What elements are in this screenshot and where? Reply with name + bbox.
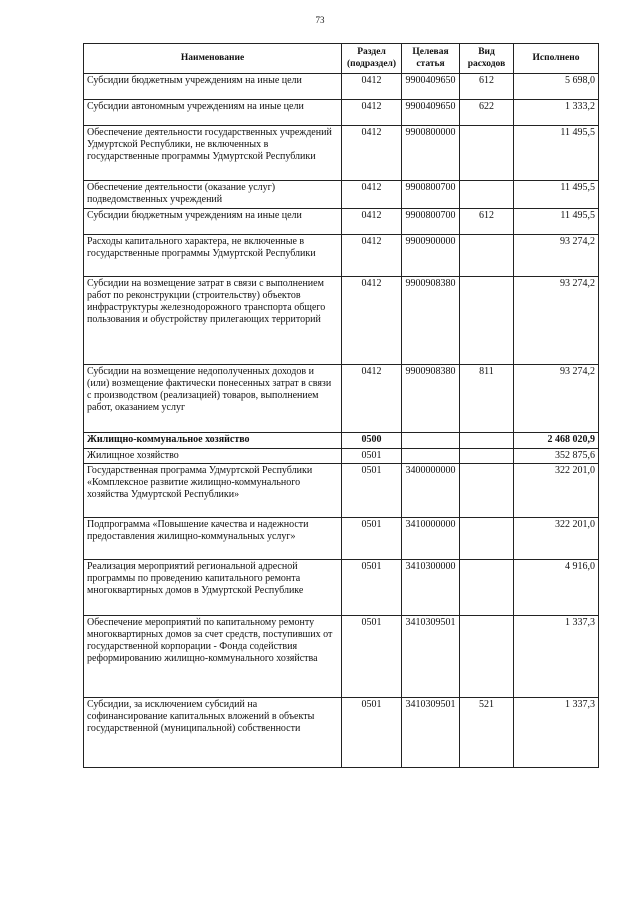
cell-type [460, 181, 514, 209]
cell-amount: 1 333,2 [514, 100, 599, 126]
table-row [84, 235, 599, 277]
cell-section: 0501 [342, 518, 402, 560]
cell-name: Субсидии бюджетным учреждениям на иные цели [84, 209, 342, 235]
table-row [84, 126, 599, 181]
cell-section: 0501 [342, 698, 402, 768]
header-article: Целевая статья [402, 44, 460, 74]
cell-article: 9900908380 [402, 277, 460, 365]
table-row [84, 698, 599, 768]
header-amount: Исполнено [514, 44, 599, 74]
cell-name: Субсидии бюджетным учреждениям на иные цели [84, 74, 342, 100]
cell-article: 9900800700 [402, 181, 460, 209]
cell-name: Субсидии на возмещение недополученных доходов и (или) возмещение фактически понесенных затрат в связи с производством (реализацией) товаров, выполнением работ, оказанием услуг [84, 365, 342, 433]
cell-name: Субсидии автономным учреждениям на иные цели [84, 100, 342, 126]
cell-type: 612 [460, 74, 514, 100]
cell-type [460, 464, 514, 518]
table-row [84, 181, 599, 209]
table-row [84, 560, 599, 616]
cell-article: 3410300000 [402, 560, 460, 616]
cell-article [402, 433, 460, 449]
cell-name: Обеспечение мероприятий по капитальному ремонту многоквартирных домов за счет средств, поступивших от государственной корпорации - Фонда содействия реформированию жилищно-коммунального хозяйства [84, 616, 342, 698]
table-row [84, 277, 599, 365]
cell-article: 9900900000 [402, 235, 460, 277]
cell-type [460, 126, 514, 181]
budget-table [83, 43, 599, 768]
header-type: Вид расходов [460, 44, 514, 74]
cell-type [460, 560, 514, 616]
cell-amount: 5 698,0 [514, 74, 599, 100]
cell-section: 0412 [342, 181, 402, 209]
cell-amount: 93 274,2 [514, 235, 599, 277]
header-name: Наименование [84, 44, 342, 74]
table-row [84, 464, 599, 518]
cell-amount: 1 337,3 [514, 616, 599, 698]
cell-article: 9900800000 [402, 126, 460, 181]
cell-article: 3410309501 [402, 698, 460, 768]
cell-section: 0412 [342, 235, 402, 277]
cell-amount: 11 495,5 [514, 126, 599, 181]
cell-name: Субсидии на возмещение затрат в связи с выполнением работ по реконструкции (строительству) объектов инфраструктуры железнодорожного транспорта общего пользования и обустройству прилегающих территорий [84, 277, 342, 365]
cell-article: 9900409650 [402, 100, 460, 126]
table-row [84, 100, 599, 126]
cell-amount: 93 274,2 [514, 277, 599, 365]
cell-amount: 322 201,0 [514, 464, 599, 518]
table-row [84, 74, 599, 100]
table-body [84, 74, 599, 768]
header-section: Раздел (подраздел) [342, 44, 402, 74]
cell-type [460, 433, 514, 449]
table-header-row [84, 44, 599, 74]
cell-type: 811 [460, 365, 514, 433]
cell-section: 0412 [342, 74, 402, 100]
cell-section: 0412 [342, 126, 402, 181]
table-row [84, 616, 599, 698]
cell-article: 9900800700 [402, 209, 460, 235]
cell-amount: 11 495,5 [514, 181, 599, 209]
table-row [84, 449, 599, 464]
cell-amount: 352 875,6 [514, 449, 599, 464]
cell-name: Жилищно-коммунальное хозяйство [84, 433, 342, 449]
cell-article [402, 449, 460, 464]
cell-section: 0501 [342, 449, 402, 464]
table-row [84, 209, 599, 235]
table-row [84, 365, 599, 433]
cell-type: 622 [460, 100, 514, 126]
cell-section: 0501 [342, 616, 402, 698]
cell-name: Обеспечение деятельности государственных учреждений Удмуртской Республики, не включенных в государственные программы Удмуртской Республики [84, 126, 342, 181]
cell-amount: 4 916,0 [514, 560, 599, 616]
cell-type [460, 616, 514, 698]
cell-type [460, 518, 514, 560]
cell-name: Субсидии, за исключением субсидий на софинансирование капитальных вложений в объекты государственной (муниципальной) собственности [84, 698, 342, 768]
cell-type [460, 449, 514, 464]
cell-article: 3400000000 [402, 464, 460, 518]
cell-type: 612 [460, 209, 514, 235]
cell-amount: 1 337,3 [514, 698, 599, 768]
cell-name: Реализация мероприятий региональной адресной программы по проведению капитального ремонта многоквартирных домов в Удмуртской Республике [84, 560, 342, 616]
cell-name: Государственная программа Удмуртской Республики «Комплексное развитие жилищно-коммунального хозяйства Удмуртской Республики» [84, 464, 342, 518]
cell-amount: 11 495,5 [514, 209, 599, 235]
cell-name: Жилищное хозяйство [84, 449, 342, 464]
cell-type [460, 235, 514, 277]
cell-type [460, 277, 514, 365]
cell-section: 0412 [342, 209, 402, 235]
page-number: 73 [315, 15, 325, 25]
cell-amount: 322 201,0 [514, 518, 599, 560]
table-row [84, 433, 599, 449]
cell-section: 0412 [342, 100, 402, 126]
cell-section: 0412 [342, 277, 402, 365]
cell-amount: 2 468 020,9 [514, 433, 599, 449]
cell-article: 3410000000 [402, 518, 460, 560]
table-row [84, 518, 599, 560]
cell-name: Обеспечение деятельности (оказание услуг) подведомственных учреждений [84, 181, 342, 209]
cell-name: Расходы капитального характера, не включенные в государственные программы Удмуртской Республики [84, 235, 342, 277]
cell-section: 0500 [342, 433, 402, 449]
cell-article: 3410309501 [402, 616, 460, 698]
cell-section: 0412 [342, 365, 402, 433]
cell-article: 9900908380 [402, 365, 460, 433]
cell-name: Подпрограмма «Повышение качества и надежности предоставления жилищно-коммунальных услуг» [84, 518, 342, 560]
cell-amount: 93 274,2 [514, 365, 599, 433]
cell-section: 0501 [342, 464, 402, 518]
cell-article: 9900409650 [402, 74, 460, 100]
cell-section: 0501 [342, 560, 402, 616]
cell-type: 521 [460, 698, 514, 768]
